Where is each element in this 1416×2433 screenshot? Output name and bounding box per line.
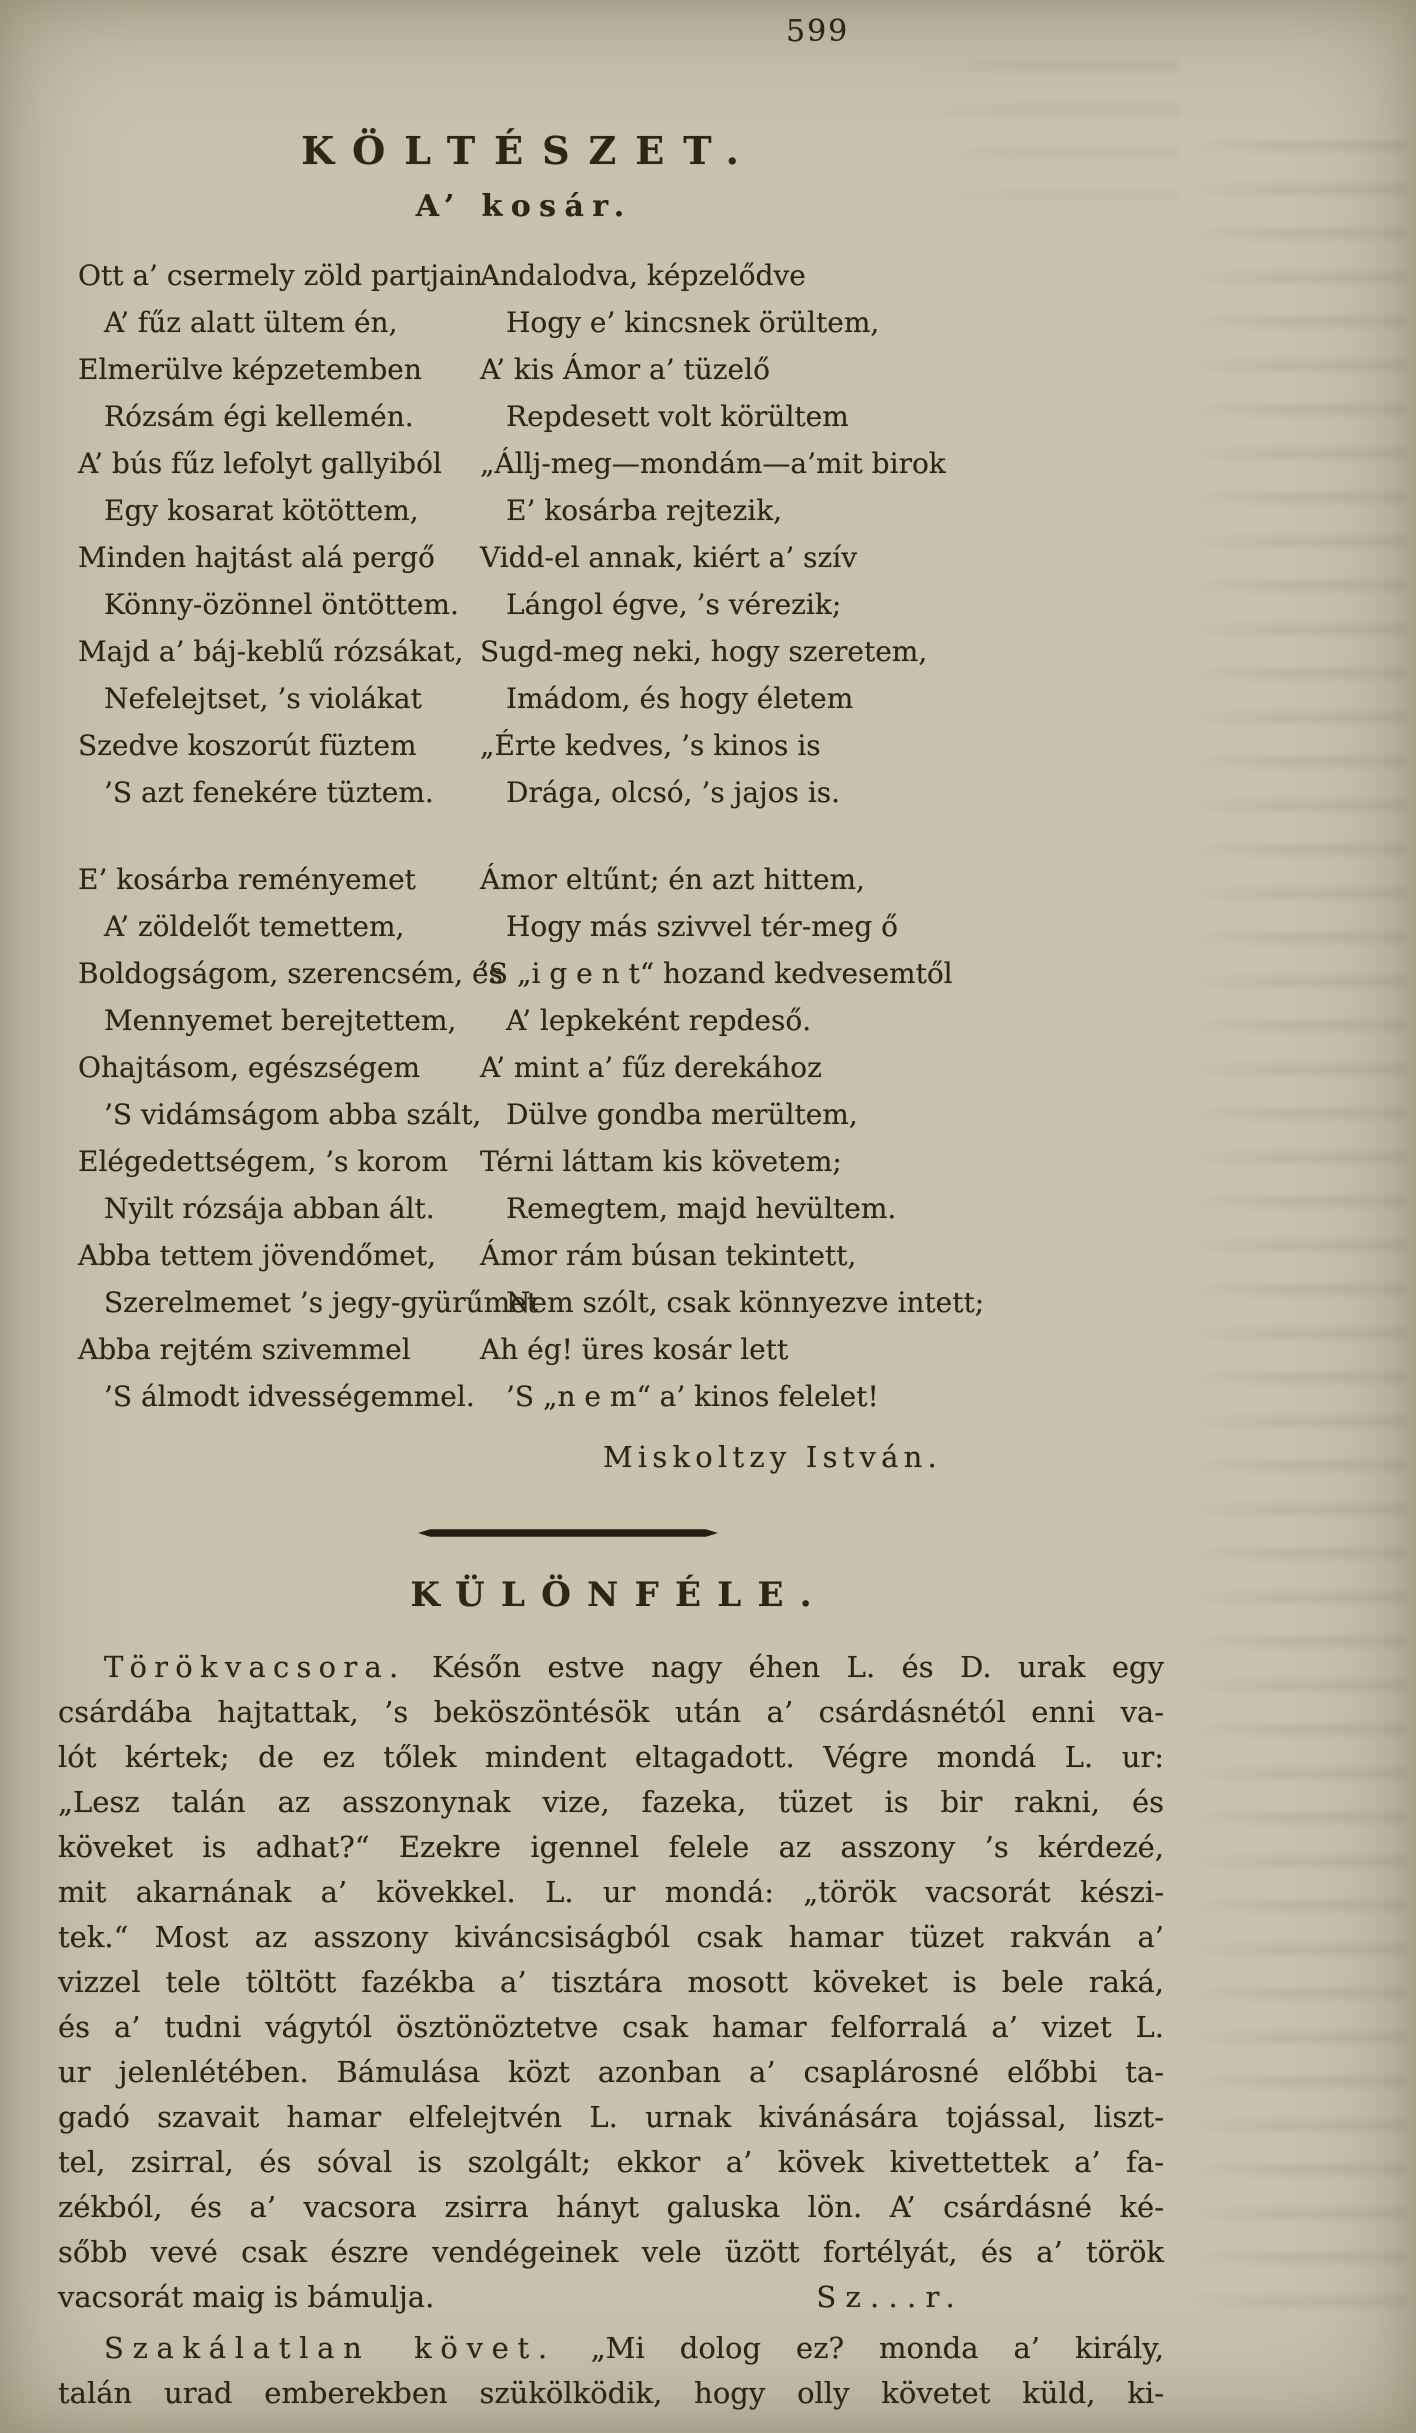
poem-line: Szerelmemet ’s jegy-gyürűmet	[104, 1286, 538, 1319]
poem-line: Egy kosarat kötöttem,	[104, 494, 419, 527]
poem-line: Vidd-el annak, kiért a’ szív	[480, 541, 858, 574]
poem-line: Ámor rám búsan tekintett,	[480, 1239, 857, 1272]
poem-line: Andalodva, képzelődve	[480, 259, 806, 292]
poem-line: Repdesett volt körültem	[506, 400, 849, 433]
paragraph-first-line	[58, 2326, 1164, 2371]
paragraph-line: tel, zsirral, és sóval is szolgált; ekkor a’ kövek kivettettek a’ fa-	[58, 2145, 1164, 2179]
poem-column-left	[60, 252, 538, 1481]
poem-line: E’ kosárba rejtezik,	[506, 494, 783, 527]
poem-line: Ámor eltűnt; én azt hittem,	[480, 863, 865, 896]
poem-stanza-2-left	[78, 856, 538, 1420]
section-divider-rule	[418, 1528, 718, 1538]
anecdote-beardless-envoy	[58, 2326, 1164, 2416]
paragraph-line: csárdába hajtattak, ’s beköszöntésök után a’ csárdásnétól enni va-	[58, 1695, 1164, 1729]
paragraph-first-line	[58, 1645, 1164, 1690]
poem-stanza-1-left	[78, 252, 483, 816]
bleed-through-ghost-right	[1183, 140, 1408, 2320]
story-lead: Szakálatlan követ.	[104, 2331, 556, 2365]
poem-line: Rózsám égi kellemén.	[104, 400, 414, 433]
story-lead: Törökvacsora.	[104, 1650, 406, 1684]
paragraph-line: és a’ tudni vágytól ösztönöztetve csak hamar felforralá a’ vizet L.	[58, 2010, 1164, 2044]
poem-author: Miskoltzy István.	[603, 1440, 942, 1474]
poem-line: Imádom, és hogy életem	[506, 682, 854, 715]
poem-line: Ah ég! üres kosár lett	[480, 1333, 789, 1366]
paragraph-line: sőbb vevé csak észre vendégeinek vele üzött fortélyát, és a’ török	[58, 2235, 1164, 2269]
paragraph-body	[58, 2371, 1164, 2416]
poem-line: Elmerülve képzetemben	[78, 353, 422, 386]
poem-line: ’S „i g e n t“ hozand kedvesemtől	[480, 957, 953, 990]
paragraph-line: mit akarnának a’ kövekkel. L. ur mondá: „török vacsorát készi-	[58, 1875, 1164, 1909]
poem-line: Nyilt rózsája abban ált.	[104, 1192, 435, 1225]
poem-line: Hogy más szivvel tér-meg ő	[506, 910, 899, 943]
paragraph-text: vacsorát maig is bámulja.	[58, 2280, 435, 2314]
poem-stanza-2-right	[480, 856, 985, 1420]
poem-line: Nefelejtset, ’s violákat	[104, 682, 422, 715]
paragraph-line: köveket is adhat?“ Ezekre igennel felele az asszony ’s kérdezé,	[58, 1830, 1164, 1864]
poem-line: A’ kis Ámor a’ tüzelő	[480, 353, 770, 386]
paragraph-line: lót kértek; de ez tőlek mindent eltagadott. Végre mondá L. ur:	[58, 1740, 1164, 1774]
poem-line: ’S álmodt idvességemmel.	[104, 1380, 475, 1413]
paragraph-body	[58, 1690, 1164, 2275]
poem-line: Mennyemet berejtettem,	[104, 1004, 457, 1037]
poem-line: Minden hajtást alá pergő	[78, 541, 435, 574]
miscellany-section	[58, 1575, 1164, 2416]
poem-line: Boldogságom, szerencsém, és	[78, 957, 503, 990]
paragraph-line: zékból, és a’ vacsora zsirra hányt galuska lön. A’ csárdásné ké-	[58, 2190, 1164, 2224]
poem-line: Elégedettségem, ’s korom	[78, 1145, 449, 1178]
poem-line: Drága, olcsó, ’s jajos is.	[506, 776, 841, 809]
paragraph-last-line	[58, 2275, 1164, 2320]
poetry-section	[60, 128, 985, 1481]
paragraph-text: „Mi dolog ez? monda a’ király,	[590, 2331, 1165, 2365]
poem-line: Abba rejtém szivemmel	[78, 1333, 411, 1366]
poem-line: ’S „n e m“ a’ kinos felelet!	[506, 1380, 879, 1413]
poem-line: A’ zöldelőt temettem,	[104, 910, 405, 943]
poem-line: Abba tettem jövendőmet,	[78, 1239, 437, 1272]
paragraph-line: „Lesz talán az asszonynak vize, fazeka, tüzet is bir rakni, és	[58, 1785, 1164, 1819]
poem-line: Könny-özönnel öntöttem.	[104, 588, 459, 621]
paragraph-text: Későn estve nagy éhen L. és D. urak egy	[431, 1650, 1164, 1684]
paragraph-line: gadó szavait hamar elfelejtvén L. urnak kivánására tojással, liszt-	[58, 2100, 1164, 2134]
paragraph-line: talán urad emberekben szükölködik, hogy olly követet küld, ki-	[58, 2376, 1164, 2410]
poem-line: ’S azt fenekére tüztem.	[104, 776, 434, 809]
poem-line: Hogy e’ kincsnek örültem,	[506, 306, 880, 339]
poem-line: Ohajtásom, egészségem	[78, 1051, 421, 1084]
poem-line: Térni láttam kis követem;	[480, 1145, 842, 1178]
poem-column-right	[480, 252, 985, 1481]
section-title-miscellany: KÜLÖNFÉLE.	[410, 1575, 828, 1615]
poem-line: A’ fűz alatt ültem én,	[104, 306, 398, 339]
poem-line: „Állj-meg—mondám—a’mit birok	[480, 447, 946, 480]
poem-line: E’ kosárba reményemet	[78, 863, 416, 896]
poem-line: Lángol égve, ’s vérezik;	[506, 588, 842, 621]
poem-stanza-1-right	[480, 252, 980, 816]
poem-line: Szedve koszorút füztem	[78, 729, 417, 762]
poem-line: Dülve gondba merültem,	[506, 1098, 858, 1131]
paragraph-line: vizzel tele töltött fazékba a’ tisztára mosott köveket is bele raká,	[58, 1965, 1164, 1999]
poem-columns	[60, 252, 985, 1481]
paragraph-line: ur jelenlétében. Bámulása közt azonban a’ csaplárosné előbbi ta-	[58, 2055, 1164, 2089]
poem-line: Sugd-meg neki, hogy szeretem,	[480, 635, 928, 668]
poem-line: ’S vidámságom abba szált,	[104, 1098, 482, 1131]
section-title-poetry: KÖLTÉSZET.	[301, 128, 758, 173]
poem-line: A’ mint a’ fűz derekához	[480, 1051, 822, 1084]
poem-line: „Érte kedves, ’s kinos is	[480, 729, 821, 762]
poem-line: A’ bús fűz lefolyt gallyiból	[78, 447, 442, 480]
paragraph-line: tek.“ Most az asszony kiváncsiságból csak hamar tüzet rakván a’	[58, 1920, 1164, 1954]
poem-line: A’ lepkeként repdeső.	[506, 1004, 812, 1037]
author-signature: Sz...r.	[816, 2280, 964, 2314]
poem-line: Majd a’ báj-keblű rózsákat,	[78, 635, 464, 668]
poem-line: Remegtem, majd hevültem.	[506, 1192, 897, 1225]
poem-line: Nem szólt, csak könnyezve intett;	[506, 1286, 985, 1319]
poem-line: Ott a’ csermely zöld partjain	[78, 259, 483, 292]
poem-title: A’ kosár.	[415, 189, 633, 224]
page-number: 599	[786, 14, 850, 49]
anecdote-turkish-dinner	[58, 1645, 1164, 2320]
